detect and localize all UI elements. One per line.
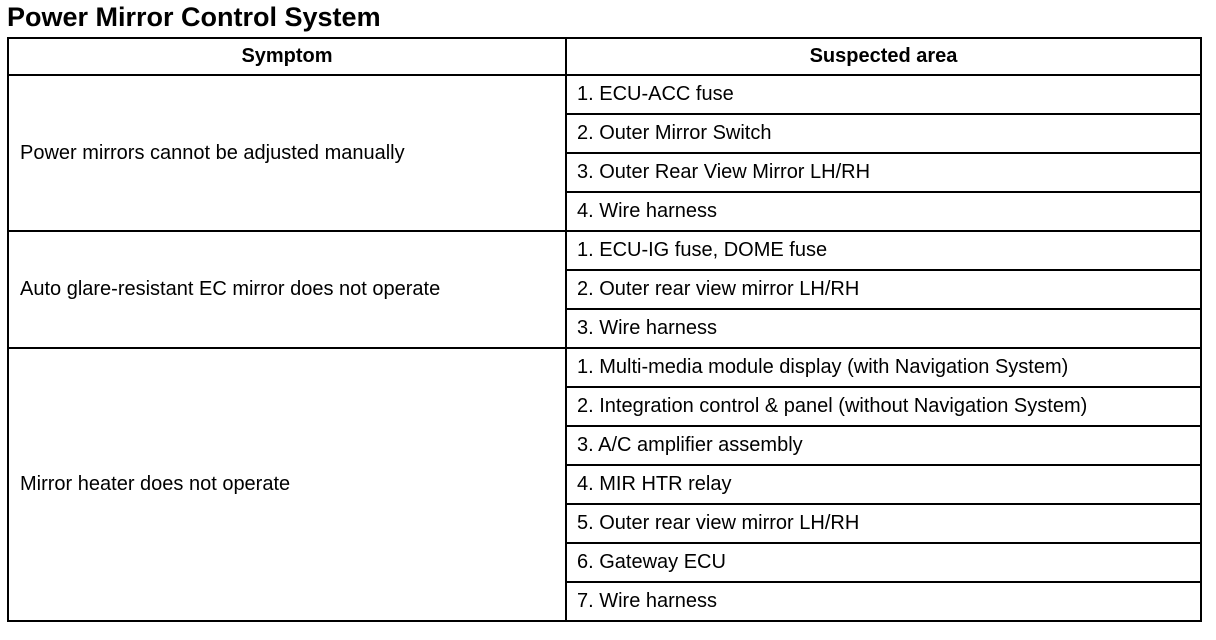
suspected-area-cell: 2. Outer Mirror Switch — [566, 114, 1201, 153]
suspected-area-cell: 1. Multi-media module display (with Navigation System) — [566, 348, 1201, 387]
suspected-area-cell: 3. A/C amplifier assembly — [566, 426, 1201, 465]
symptom-cell: Mirror heater does not operate — [8, 348, 566, 621]
suspected-area-cell: 2. Outer rear view mirror LH/RH — [566, 270, 1201, 309]
page-title: Power Mirror Control System — [7, 2, 381, 32]
table-row — [8, 75, 1201, 114]
suspected-area-cell: 5. Outer rear view mirror LH/RH — [566, 504, 1201, 543]
suspected-area-cell: 1. ECU-IG fuse, DOME fuse — [566, 231, 1201, 270]
symptom-cell: Power mirrors cannot be adjusted manually — [8, 75, 566, 231]
suspected-area-cell: 3. Wire harness — [566, 309, 1201, 348]
suspected-area-cell: 2. Integration control & panel (without Navigation System) — [566, 387, 1201, 426]
table-row — [8, 231, 1201, 270]
table-row — [8, 348, 1201, 387]
suspected-area-cell: 4. Wire harness — [566, 192, 1201, 231]
symptom-table — [7, 37, 1202, 622]
header-symptom: Symptom — [8, 38, 566, 75]
symptom-cell: Auto glare-resistant EC mirror does not operate — [8, 231, 566, 348]
suspected-area-cell: 6. Gateway ECU — [566, 543, 1201, 582]
header-suspected-area: Suspected area — [566, 38, 1201, 75]
suspected-area-cell: 3. Outer Rear View Mirror LH/RH — [566, 153, 1201, 192]
suspected-area-cell: 4. MIR HTR relay — [566, 465, 1201, 504]
header-row — [8, 38, 1201, 75]
suspected-area-cell: 1. ECU-ACC fuse — [566, 75, 1201, 114]
suspected-area-cell: 7. Wire harness — [566, 582, 1201, 621]
